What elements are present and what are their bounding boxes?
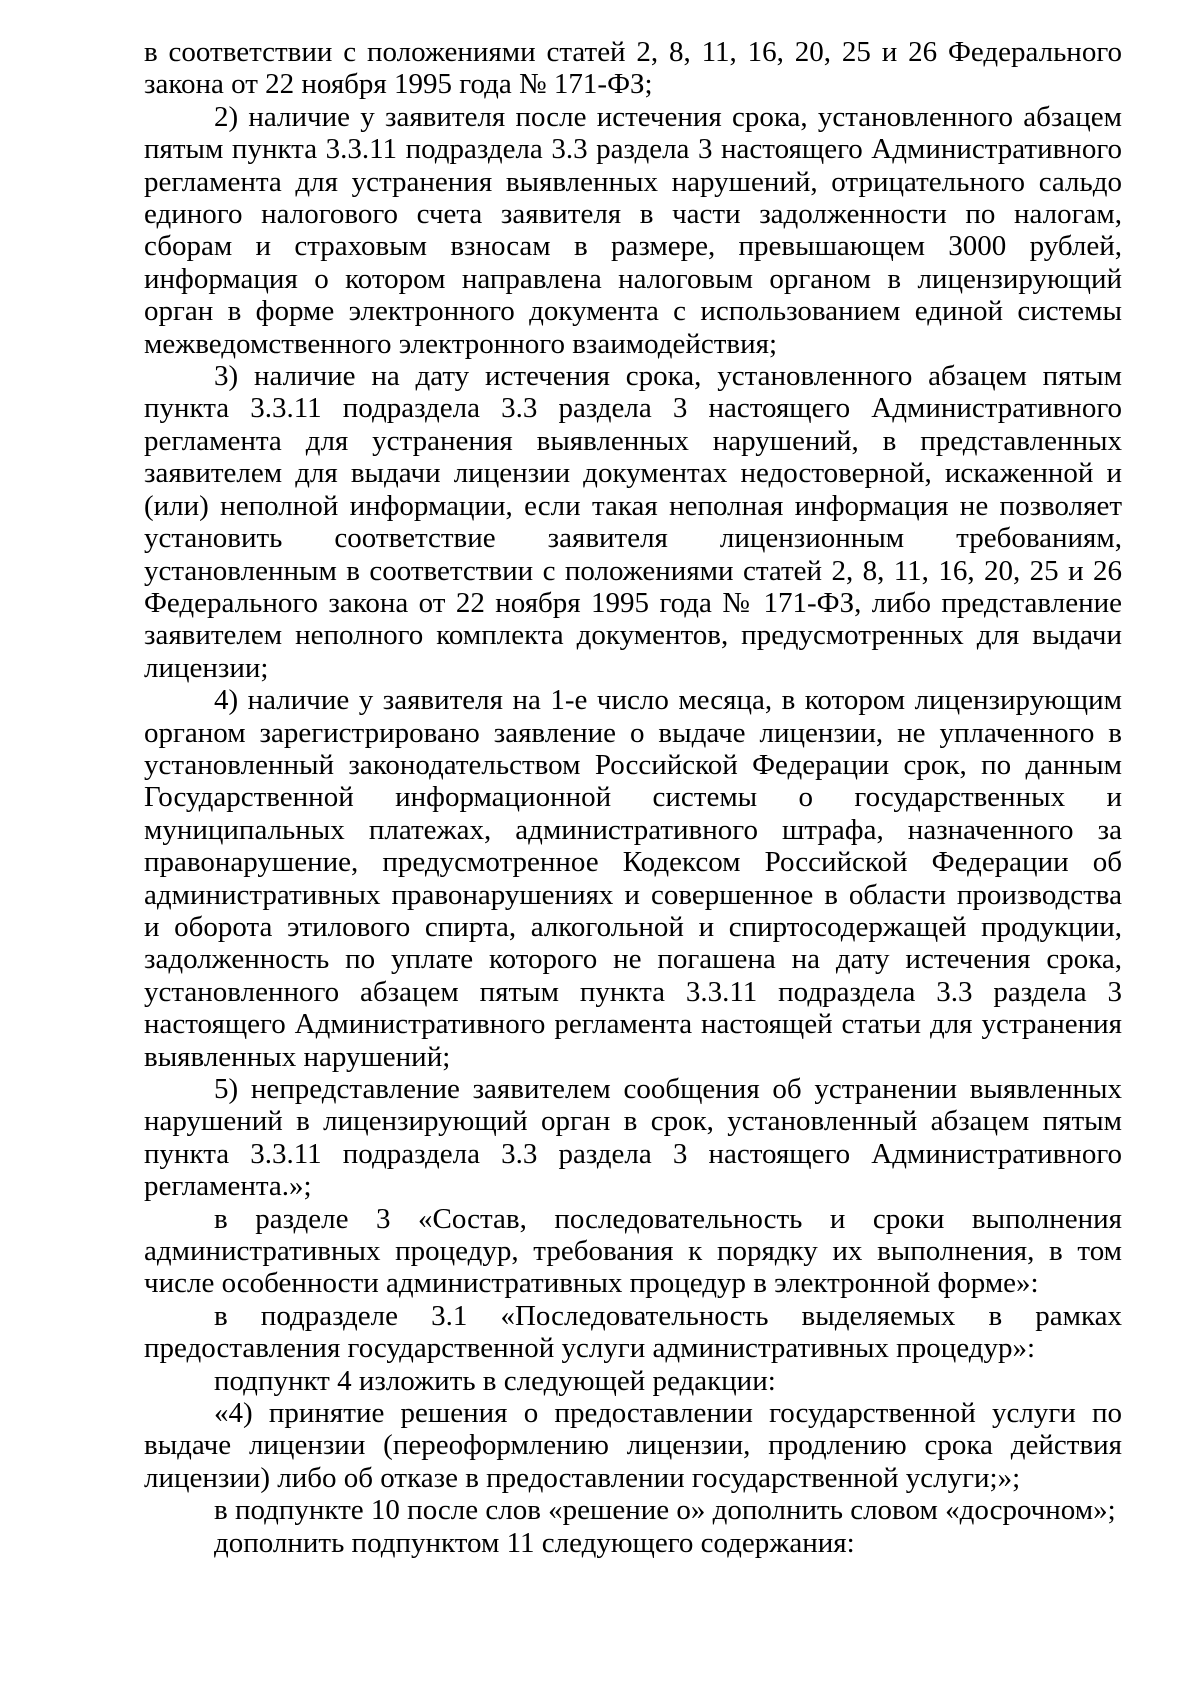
paragraph-item-4: 4) наличие у заявителя на 1-е число месяца, в котором лицензирующим органом зарегистрировано заявление о выдаче лицензии, не уплаченного в установленный законодательством Российской Федерации срок, по данным Государственной информационной системы о государственных и муниципальных платежах, административного штрафа, назначенного за правонарушение, предусмотренное Кодексом Российской Федерации об административных правонарушениях и совершенное в области производства и оборота этилового спирта, алкогольной и спиртосодержащей продукции, задолженность по уплате которого не погашена на дату истечения срока, установленного абзацем пятым пункта 3.3.11 подраздела 3.3 раздела 3 настоящего Административного регламента настоящей статьи для устранения выявленных нарушений; (144, 684, 1122, 1073)
paragraph-item-3: 3) наличие на дату истечения срока, установленного абзацем пятым пункта 3.3.11 подраздела 3.3 раздела 3 настоящего Административного регламента для устранения выявленных нарушений, в представленных заявителем для выдачи лицензии документах недостоверной, искаженной и (или) неполной информации, если такая неполная информация не позволяет установить соответствие заявителя лицензионным требованиям, установленным в соответствии с положениями статей 2, 8, 11, 16, 20, 25 и 26 Федерального закона от 22 ноября 1995 года № 171-ФЗ, либо представление заявителем неполного комплекта документов, предусмотренных для выдачи лицензии; (144, 360, 1122, 684)
document-page (144, 36, 1122, 1559)
paragraph-item-2: 2) наличие у заявителя после истечения срока, установленного абзацем пятым пункта 3.3.11 подраздела 3.3 раздела 3 настоящего Административного регламента для устранения выявленных нарушений, отрицательного сальдо единого налогового счета заявителя в части задолженности по налогам, сборам и страховым взносам в размере, превышающем 3000 рублей, информация о котором направлена налоговым органом в лицензирующий орган в форме электронного документа с использованием единой системы межведомственного электронного взаимодействия; (144, 100, 1122, 360)
paragraph-subitem-4-instruction: подпункт 4 изложить в следующей редакции: (214, 1364, 776, 1397)
paragraph-subitem-11: дополнить подпунктом 11 следующего содержания: (214, 1526, 855, 1559)
paragraph-section-3: в разделе 3 «Состав, последовательность и сроки выполнения административных процедур, требования к порядку их выполнения, в том числе особенности административных процедур в электронной форме»: (144, 1202, 1122, 1300)
paragraph-subitem-4-text: «4) принятие решения о предоставлении государственной услуги по выдаче лицензии (переоформлению лицензии, продлению срока действия лицензии) либо об отказе в предоставлении государственной услуги;»; (144, 1397, 1122, 1494)
paragraph-item-5: 5) непредставление заявителем сообщения об устранении выявленных нарушений в лицензирующий орган в срок, установленный абзацем пятым пункта 3.3.11 подраздела 3.3 раздела 3 настоящего Административного регламента.»; (144, 1073, 1122, 1203)
paragraph-subitem-10: в подпункте 10 после слов «решение о» дополнить словом «досрочном»; (214, 1494, 1116, 1527)
paragraph-continuation: в соответствии с положениями статей 2, 8, 11, 16, 20, 25 и 26 Федерального закона от 22 ноября 1995 года № 171-ФЗ; (144, 36, 1122, 101)
paragraph-subsection-3-1: в подразделе 3.1 «Последовательность выделяемых в рамках предоставления государственной услуги административных процедур»: (144, 1299, 1122, 1365)
